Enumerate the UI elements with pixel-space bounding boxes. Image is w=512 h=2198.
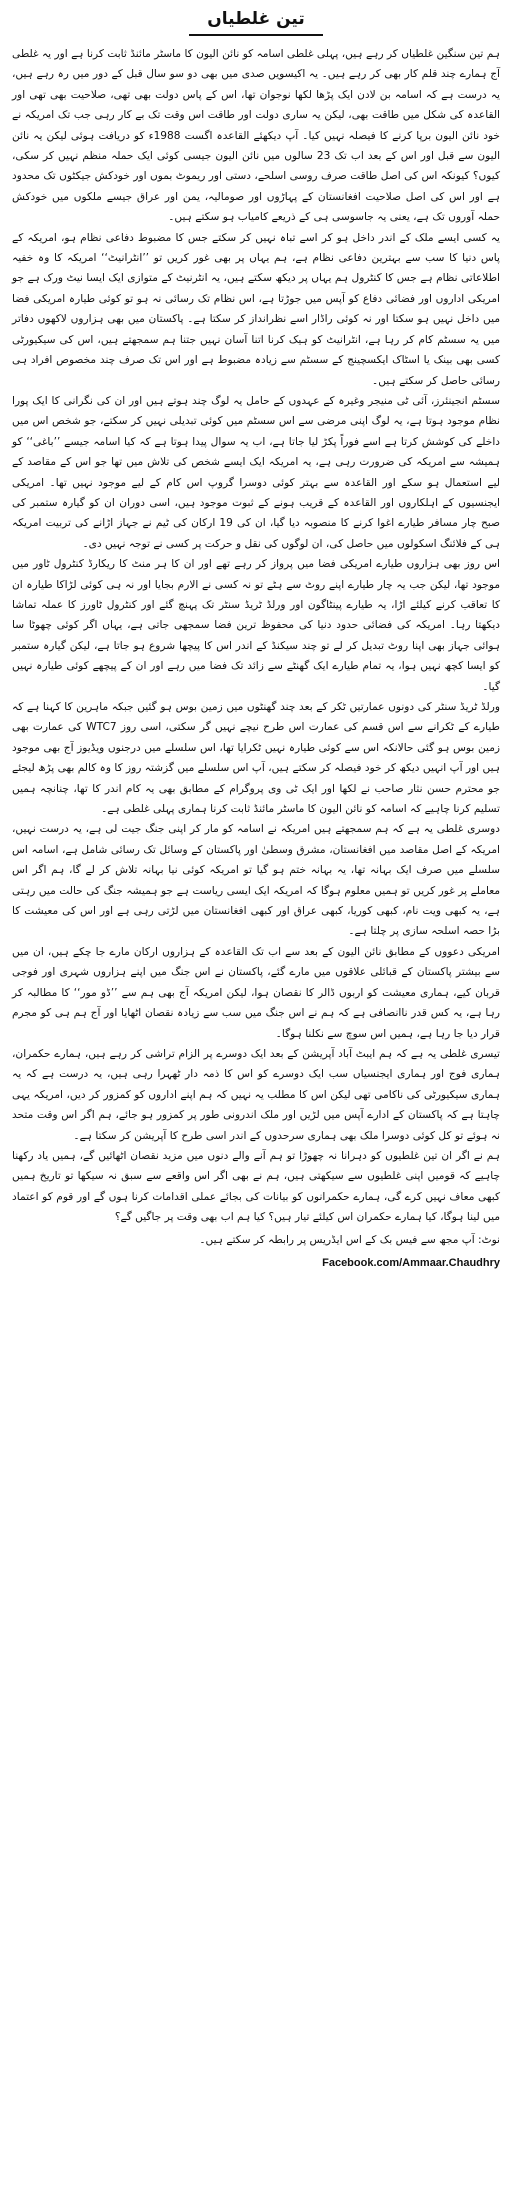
article-title: تین غلطیاں	[189, 6, 322, 36]
facebook-link[interactable]: Facebook.com/Ammaar.Chaudhry	[322, 1256, 500, 1269]
author-note: نوٹ: آپ مجھ سے فیس بک کے اس ایڈریس پر رابطہ کر سکتے ہیں۔	[199, 1233, 500, 1246]
paragraph: یہ کسی ایسے ملک کے اندر داخل ہو کر اسے تباہ نہیں کر سکتے جس کا مضبوط دفاعی نظام ہو، امریکہ کے پاس دنیا کا سب سے بہترین دفاعی نظام ہے، ہم یہاں پر بھی غور کریں تو ’’انٹرانیٹ‘‘ امریکہ کا وہ خفیہ اطلاعاتی نظام ہے جس کا کنٹرول ہم یہاں پر دیکھ سکتے ہیں، یہ انٹرنیٹ کے متوازی ایک ایسا نیٹ ورک ہے جو امریکی اداروں اور فضائی دفاع کو آپس میں جوڑتا ہے، اس نظام تک رسائی نہ ہو تو کوئی طیارہ امریکی فضا میں داخل نہیں ہو سکتا اور نہ کوئی راڈار اسے نظرانداز کر سکتا ہے۔ پاکستان میں بھی ہزاروں لاکھوں دفاتر میں یہ سسٹم کام کر رہا ہے، انٹرانیٹ کو ہیک کرنا اتنا آسان نہیں جتنا ہم سمجھتے ہیں، اس کی سیکیورٹی کسی بھی بینک یا اسٹاک ایکسچینج کے سسٹم سے زیادہ مضبوط ہے اور اس تک صرف چند مخصوص افراد ہی رسائی حاصل کر سکتے ہیں۔	[12, 231, 500, 387]
paragraph: سسٹم انجینئرز، آئی ٹی منیجر وغیرہ کے عہدوں کے حامل یہ لوگ چند ہوتے ہیں اور ان کی نگرانی کا ایک پورا نظام موجود ہوتا ہے، یہ لوگ اپنی مرضی سے اس سسٹم میں کوئی تبدیلی نہیں کر سکتے، جو شخص اس میں داخلے کی کوشش کرتا ہے اسے فوراً پکڑ لیا جاتا ہے، اب یہ سوال پیدا ہوتا ہے کہ کیا اسامہ جیسے ’’باغی‘‘ کو ہمیشہ سے امریکہ کی ضرورت رہی ہے، یہ امریکہ ایک ایسے شخص کی تلاش میں تھا جو اس کے مقاصد کے لیے استعمال ہو سکے اور القاعدہ سے بہتر کوئی دوسرا گروپ اس کام کے لیے موجود نہیں تھا۔ امریکی ایجنسیوں کے اہلکاروں اور القاعدہ کے قریب ہونے کے ثبوت موجود ہیں، اسی دوران ان کو گیارہ ستمبر کی صبح چار مسافر طیارے اغوا کرنے کا منصوبہ دیا گیا، ان کی 19 ارکان کی ٹیم نے جہاز اڑانے کی تربیت امریکہ ہی کے فلائنگ اسکولوں میں حاصل کی، ان لوگوں کی نقل و حرکت پر کسی نے توجہ نہیں دی۔	[12, 394, 500, 550]
paragraph: امریکی دعووں کے مطابق نائن الیون کے بعد سے اب تک القاعدہ کے ہزاروں ارکان مارے جا چکے ہیں، ان میں سے بیشتر پاکستان کے قبائلی علاقوں میں مارے گئے، پاکستان نے اس جنگ میں اپنے ہزاروں شہری اور فوجی قربان کیے، ہماری معیشت کو اربوں ڈالر کا نقصان ہوا، لیکن امریکہ آج بھی ہم سے ’’ڈو مور‘‘ کا مطالبہ کر رہا ہے، یہ کس قدر ناانصافی ہے کہ ہم نے اس جنگ میں سب سے زیادہ نقصان اٹھایا اور آج ہم ہی کو مجرم قرار دیا جا رہا ہے، ہمیں اس سوچ سے نکلنا ہوگا۔	[12, 945, 500, 1040]
paragraph: دوسری غلطی یہ ہے کہ ہم سمجھتے ہیں امریکہ نے اسامہ کو مار کر اپنی جنگ جیت لی ہے، یہ درست نہیں، امریکہ کے اصل مقاصد میں افغانستان، مشرق وسطیٰ اور پاکستان کے وسائل تک رسائی شامل ہے، اسامہ اس سلسلے میں صرف ایک بہانہ تھا، یہ بہانہ ختم ہو گیا تو امریکہ کوئی نیا بہانہ تلاش کر لے گا، ہم اگر اس معاملے پر غور کریں تو ہمیں معلوم ہوگا کہ امریکہ ایک ایسی ریاست ہے جو ہمیشہ جنگ کی حالت میں رہتی ہے، یہ کبھی ویت نام، کبھی کوریا، کبھی عراق اور کبھی افغانستان میں لڑتی رہی ہے اور اس کی معیشت کا بڑا حصہ اسلحہ سازی پر چلتا ہے۔	[12, 823, 500, 938]
paragraph: ہم نے اگر ان تین غلطیوں کو دہرانا نہ چھوڑا تو ہم آنے والے دنوں میں مزید نقصان اٹھائیں گے، ہمیں یاد رکھنا چاہیے کہ قومیں اپنی غلطیوں سے سیکھتی ہیں، ہم نے بھی اگر اس واقعے سے سبق نہ سیکھا تو تاریخ ہمیں کبھی معاف نہیں کرے گی، ہمارے حکمرانوں کو بیانات کی بجائے عملی اقدامات کرنا ہوں گے اور قوم کو اعتماد میں لینا ہوگا، کیا ہمارے حکمران اس کیلئے تیار ہیں؟ کیا ہم اب بھی وقت پر جاگیں گے؟	[12, 1149, 500, 1224]
paragraph: ورلڈ ٹریڈ سنٹر کی دونوں عمارتیں ٹکر کے بعد چند گھنٹوں میں زمین بوس ہو گئیں جبکہ ماہرین کا کہنا ہے کہ طیارے کے ٹکرانے سے اس قسم کی عمارت اس طرح نیچے نہیں گر سکتی، اسی روز WTC7 کی عمارت بھی زمین بوس ہو گئی حالانکہ اس سے کوئی طیارہ نہیں ٹکرایا تھا، اس سلسلے میں درجنوں ویڈیوز آج بھی موجود ہیں اور آپ انہیں دیکھ کر خود فیصلہ کر سکتے ہیں، آپ اس سلسلے میں گزشتہ روز کا وہ کالم بھی پڑھ لیجئے جو محترم حسن نثار صاحب نے لکھا اور ایک ٹی وی پروگرام کے مطابق بھی یہ کام اندر کا تھا، چنانچہ ہمیں تسلیم کرنا چاہیے کہ اسامہ کو نائن الیون کا ماسٹر مائنڈ ثابت کرنا ہماری پہلی غلطی ہے۔	[12, 701, 500, 816]
paragraph: تیسری غلطی یہ ہے کہ ہم ایبٹ آباد آپریشن کے بعد ایک دوسرے پر الزام تراشی کر رہے ہیں، ہمارے حکمران، ہماری فوج اور ہماری ایجنسیاں سب ایک دوسرے کو اس کا ذمہ دار ٹھہرا رہی ہیں، یہ درست ہے کہ یہ ہماری سیکیورٹی کی ناکامی تھی لیکن اس کا مطلب یہ نہیں کہ ہم اپنے اداروں کو کمزور کر دیں، امریکہ یہی چاہتا ہے کہ پاکستان کے ادارے آپس میں لڑیں اور ملک اندرونی طور پر کمزور ہو جائے، ہم اگر اس وقت متحد نہ ہوئے تو کل کوئی دوسرا ملک بھی ہماری سرحدوں کے اندر اسی طرح کا آپریشن کر سکتا ہے۔	[12, 1047, 500, 1142]
paragraph: اس روز بھی ہزاروں طیارے امریکی فضا میں پرواز کر رہے تھے اور ان کا ہر منٹ کا ریکارڈ کنٹرول ٹاور میں موجود تھا، لیکن جب یہ چار طیارے اپنے روٹ سے ہٹے تو نہ کسی نے الارم بجایا اور نہ ہی کوئی لڑاکا طیارہ ان کا تعاقب کرنے کیلئے اڑا، یہ طیارے پینٹاگون اور ورلڈ ٹریڈ سنٹر تک پہنچ گئے اور کنٹرول ٹاورز کا عملہ تماشا دیکھتا رہا۔ امریکہ کی فضائی حدود دنیا کی محفوظ ترین فضا سمجھی جاتی ہے، یہاں اگر کوئی چھوٹا سا ہوائی جہاز بھی اپنا روٹ تبدیل کر لے تو چند سیکنڈ کے اندر اس کا پیچھا شروع ہو جاتا ہے، لیکن گیارہ ستمبر کو ایسا کچھ نہیں ہوا، یہ تمام طیارے ایک گھنٹے سے زائد تک فضا میں رہے اور ان کے پیچھے کوئی طیارہ نہیں گیا۔	[12, 558, 500, 693]
title-block	[12, 4, 500, 44]
paragraph: ہم تین سنگین غلطیاں کر رہے ہیں، پہلی غلطی اسامہ کو نائن الیون کا ماسٹر مائنڈ ثابت کرنا ہے اور یہ غلطی آج ہمارے چند قلم کار بھی کر رہے ہیں۔ یہ اکیسویں صدی میں بھی دو سو سال قبل کے دور میں رہ رہے ہیں، یہ درست ہے کہ اسامہ بن لادن ایک پڑھا لکھا نوجوان تھا، اس کے پاس دولت بھی تھی، صلاحیت بھی تھی اور القاعدہ کی شکل میں طاقت بھی، لیکن یہ ساری دولت اور طاقت اس وقت تک بے کار رہی جب تک امریکہ نے خود نائن الیون برپا کرنے کا فیصلہ نہیں کیا۔ آپ دیکھئے القاعدہ اگست 1988ء کو دریافت ہوئی لیکن یہ نائن الیون سے قبل اور اس کے بعد اب تک 23 سالوں میں نائن الیون جیسی کوئی ایک حملہ منظم نہیں کر سکی، کیوں؟ کیونکہ اس کی اصل طاقت صرف روسی اسلحے، دستی اور ریموٹ بموں اور خودکش جیکٹوں تک محدود ہے اور اس کی اصل صلاحیت افغانستان کے پہاڑوں اور صومالیہ، یمن اور عراق جیسے ملکوں میں خودکش حملہ آوروں تک ہے، یعنی یہ جاسوسی ہی کے ذریعے کامیاب ہو سکتے ہیں۔	[12, 48, 501, 224]
article-body	[12, 44, 500, 1228]
